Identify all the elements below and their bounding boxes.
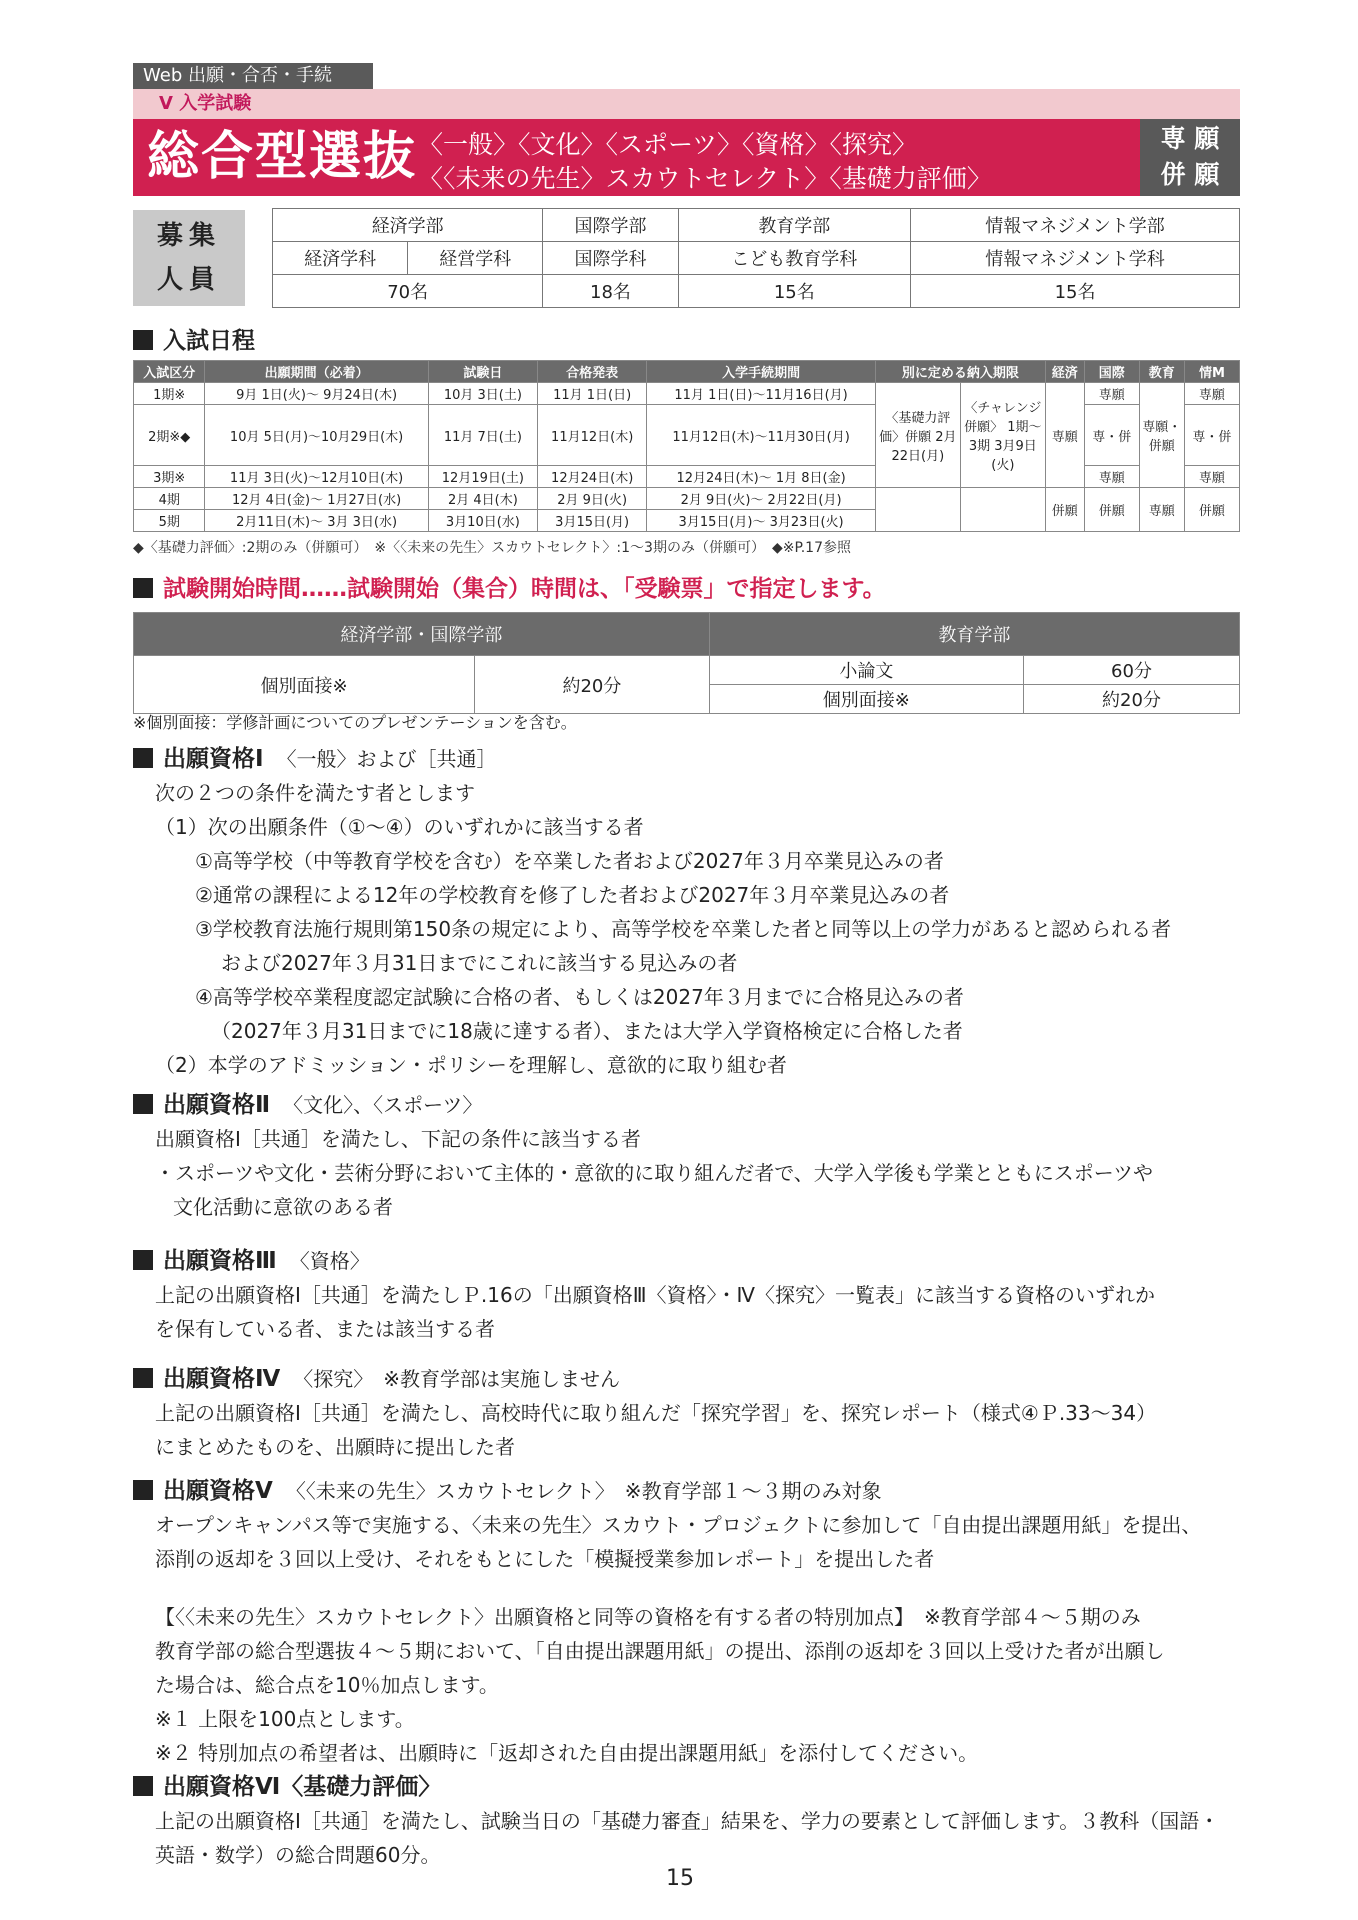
sch-cell: 4期	[134, 488, 205, 510]
q4-line: にまとめたものを、出願時に提出した者	[155, 1435, 515, 1459]
sch-cell: 3月10日(水)	[428, 510, 537, 532]
q1-line: （2）本学のアドミッション・ポリシーを理解し、意欲的に取り組む者	[155, 1053, 787, 1077]
special-line: ※１ 上限を100点とします。	[155, 1707, 415, 1731]
sch-cell	[875, 488, 960, 532]
dept-cell: 国際学科	[543, 242, 678, 275]
q3-line: 上記の出願資格Ⅰ［共通］を満たしＰ.16の「出願資格Ⅲ〈資格〉・Ⅳ〈探究〉一覧表」に該当する資格のいずれか	[155, 1283, 1155, 1307]
schedule-footnote: ◆〈基礎力評価〉:2期のみ（併願可） ※〈〈未来の先生〉スカウトセレクト〉:1～3期のみ（併願可） ◆※P.17参照	[133, 540, 851, 556]
time-header: 経済学部・国際学部	[134, 613, 710, 656]
sch-cell: 10月 5日(月)～10月29日(木)	[205, 405, 428, 466]
page-number: 15	[666, 1866, 694, 1891]
q4-line: 上記の出願資格Ⅰ［共通］を満たし、高校時代に取り組んだ「探究学習」を、探究レポート（様式④Ｐ.33～34）	[155, 1401, 1157, 1425]
sch-header: 入試区分	[134, 361, 205, 383]
q2-title: 出願資格Ⅱ	[163, 1092, 271, 1118]
sch-cell: 併願	[1184, 488, 1239, 532]
q1-line: ②通常の課程による12年の学校教育を修了した者および2027年３月卒業見込みの者	[195, 883, 950, 907]
q1-line: （2027年３月31日までに18歳に達する者）、または大学入学資格検定に合格した者	[211, 1019, 963, 1043]
sch-cell: 12月 4日(金)～ 1月27日(水)	[205, 488, 428, 510]
sch-cell: 3期※	[134, 466, 205, 488]
sch-cell: 専願	[1084, 466, 1139, 488]
q3-line: を保有している者、または該当する者	[155, 1317, 495, 1341]
square-bullet-icon	[133, 1094, 153, 1114]
deadline-kiso: 〈基礎力評価〉併願 2月22日(月)	[875, 383, 960, 488]
q2-line: 出願資格Ⅰ［共通］を満たし、下記の条件に該当する者	[155, 1127, 641, 1151]
sch-cell: 2期※◆	[134, 405, 205, 466]
badge-heigan: 併 願	[1160, 160, 1220, 189]
title-categories-1: 〈一般〉〈文化〉〈スポーツ〉〈資格〉〈探究〉	[418, 130, 918, 159]
special-line: た場合は、総合点を10％加点します。	[155, 1673, 499, 1697]
faculty-cell: 教育学部	[678, 209, 911, 242]
q5-line: オープンキャンパス等で実施する、〈未来の先生〉スカウト・プロジェクトに参加して「自由提出課題用紙」を提出、	[155, 1513, 1202, 1537]
q1-line: ①高等学校（中等教育学校を含む）を卒業した者および2027年３月卒業見込みの者	[195, 849, 944, 873]
q1-line: および2027年３月31日までにこれに該当する見込みの者	[221, 951, 738, 975]
special-line: ※２ 特別加点の希望者は、出願時に「返却された自由提出課題用紙」を添付してください。	[155, 1741, 979, 1765]
q2-line: 文化活動に意欲のある者	[173, 1195, 393, 1219]
badge-senngan: 専 願	[1160, 124, 1220, 153]
sch-header: 経済	[1045, 361, 1084, 383]
time-cell: 個別面接※	[709, 685, 1023, 714]
qualification-1	[133, 742, 1240, 1082]
sch-cell: 3月15日(月)～ 3月23日(火)	[647, 510, 876, 532]
q1-sub: 〈一般〉および［共通］	[286, 747, 497, 771]
deadline-challenge: 〈チャレンジ併願〉 1期～3期 3月9日(火)	[960, 383, 1045, 488]
sch-header: 出願期間（必着）	[205, 361, 428, 383]
section-tag: Web 出願・合否・手続	[133, 63, 373, 89]
sch-cell: 専願	[1045, 383, 1084, 488]
sch-cell: 12月24日(木)～ 1月 8日(金)	[647, 466, 876, 488]
q1-title: 出願資格Ⅰ	[163, 746, 264, 772]
sch-cell: 3月15日(月)	[538, 510, 647, 532]
q5-sub: 〈〈未来の先生〉スカウトセレクト〉 ※教育学部１～３期のみ対象	[295, 1479, 882, 1503]
q4-sub: 〈探究〉 ※教育学部は実施しません	[303, 1367, 621, 1391]
sch-cell: 12月19日(土)	[428, 466, 537, 488]
sch-cell: 専願	[1184, 383, 1239, 405]
q1-line: ④高等学校卒業程度認定試験に合格の者、もしくは2027年３月までに合格見込みの者	[195, 985, 964, 1009]
sch-cell: 11月12日(木)～11月30日(月)	[647, 405, 876, 466]
qualification-6	[133, 1770, 1240, 1872]
time-cell: 約20分	[1024, 685, 1240, 714]
time-cell: 個別面接※	[134, 656, 475, 714]
dept-cell: 経営学科	[408, 242, 543, 275]
special-bonus	[155, 1600, 1240, 1770]
count-cell: 15名	[678, 275, 911, 308]
sch-cell	[960, 488, 1045, 532]
q1-line: 次の２つの条件を満たす者とします	[155, 781, 475, 805]
sch-cell: 5期	[134, 510, 205, 532]
sch-cell: 2月 4日(木)	[428, 488, 537, 510]
title-banner	[133, 119, 1140, 196]
time-table	[133, 612, 1240, 714]
sch-cell: 専願	[1139, 488, 1184, 532]
sch-cell: 10月 3日(土)	[428, 383, 537, 405]
sch-cell: 専願	[1184, 466, 1239, 488]
square-bullet-icon	[133, 1480, 153, 1500]
count-cell: 18名	[543, 275, 678, 308]
schedule-table	[133, 360, 1240, 532]
time-cell: 約20分	[475, 656, 709, 714]
square-bullet-icon	[133, 1368, 153, 1388]
sch-cell: 12月24日(木)	[538, 466, 647, 488]
sch-cell: 併願	[1084, 488, 1139, 532]
sch-header: 教育	[1139, 361, 1184, 383]
sch-cell: 11月 1日(日)	[538, 383, 647, 405]
time-cell: 小論文	[709, 656, 1023, 685]
application-type-badge	[1140, 119, 1240, 196]
count-cell: 70名	[273, 275, 543, 308]
sch-cell: 11月 7日(土)	[428, 405, 537, 466]
special-line: 教育学部の総合型選抜４～５期において、「自由提出課題用紙」の提出、添削の返却を３回以上受けた者が出願し	[155, 1639, 1165, 1663]
sch-cell: 2月 9日(火)～ 2月22日(月)	[647, 488, 876, 510]
sch-cell: 11月 1日(日)～11月16日(月)	[647, 383, 876, 405]
qualification-5	[133, 1474, 1240, 1576]
qualification-3	[133, 1244, 1240, 1346]
time-heading	[133, 570, 886, 603]
sch-header: 国際	[1084, 361, 1139, 383]
sch-cell: 11月 3日(火)～12月10日(木)	[205, 466, 428, 488]
sch-header: 試験日	[428, 361, 537, 383]
q5-title: 出願資格Ⅴ	[163, 1478, 273, 1504]
q6-line: 上記の出願資格Ⅰ［共通］を満たし、試験当日の「基礎力審査」結果を、学力の要素として評価します。３教科（国語・	[155, 1809, 1220, 1833]
square-bullet-icon	[133, 578, 153, 598]
q1-line: ③学校教育法施行規則第150条の規定により、高等学校を卒業した者と同等以上の学力があると認められる者	[195, 917, 1172, 941]
q3-title: 出願資格Ⅲ	[163, 1248, 277, 1274]
sch-cell: 11月12日(木)	[538, 405, 647, 466]
square-bullet-icon	[133, 1776, 153, 1796]
dept-cell: 経済学科	[273, 242, 408, 275]
faculty-cell: 国際学部	[543, 209, 678, 242]
qualification-4	[133, 1362, 1240, 1464]
sch-cell: 併願	[1045, 488, 1084, 532]
square-bullet-icon	[133, 1250, 153, 1270]
sch-header: 入学手続期間	[647, 361, 876, 383]
square-bullet-icon	[133, 330, 153, 350]
sch-cell: 専・併	[1084, 405, 1139, 466]
capacity-label	[133, 210, 245, 306]
sch-header: 情M	[1184, 361, 1239, 383]
special-line: 【〈〈未来の先生〉スカウトセレクト〉出願資格と同等の資格を有する者の特別加点】 ※教育学部４～５期のみ	[155, 1605, 1141, 1629]
capacity-label-2: 人員	[156, 265, 221, 295]
q6-title: 出願資格Ⅵ〈基礎力評価〉	[163, 1774, 442, 1800]
sch-header: 合格発表	[538, 361, 647, 383]
time-cell: 60分	[1024, 656, 1240, 685]
title-categories-2: 〈〈未来の先生〉スカウトセレクト〉〈基礎力評価〉	[418, 164, 992, 193]
time-note: ※個別面接：学修計画についてのプレゼンテーションを含む。	[133, 713, 577, 732]
sch-cell: 2月 9日(火)	[538, 488, 647, 510]
schedule-heading-text: 入試日程	[163, 328, 255, 354]
page-title: 総合型選抜	[147, 126, 418, 187]
capacity-table	[272, 208, 1240, 308]
q4-title: 出願資格Ⅳ	[163, 1366, 281, 1392]
q2-line: ・スポーツや文化・芸術分野において主体的・意欲的に取り組んだ者で、大学入学後も学業とともにスポーツや	[155, 1161, 1153, 1185]
qualification-2	[133, 1088, 1240, 1224]
sch-cell: 専願	[1084, 383, 1139, 405]
q6-line: 英語・数学）の総合問題60分。	[155, 1843, 441, 1867]
q2-sub: 〈文化〉、〈スポーツ〉	[293, 1093, 483, 1117]
capacity-label-1: 募集	[156, 221, 221, 251]
q3-sub: 〈資格〉	[299, 1249, 370, 1273]
q1-line: （1）次の出願条件（①～④）のいずれかに該当する者	[155, 815, 644, 839]
sch-cell: 1期※	[134, 383, 205, 405]
q5-line: 添削の返却を３回以上受け、それをもとにした「模擬授業参加レポート」を提出した者	[155, 1547, 935, 1571]
sch-header: 別に定める納入期限	[875, 361, 1045, 383]
count-cell: 15名	[911, 275, 1240, 308]
square-bullet-icon	[133, 748, 153, 768]
faculty-cell: 情報マネジメント学部	[911, 209, 1240, 242]
sch-cell: 2月11日(木)～ 3月 3日(水)	[205, 510, 428, 532]
sch-cell: 専願・併願	[1139, 383, 1184, 488]
schedule-heading	[133, 322, 255, 355]
time-heading-text: 試験開始時間……試験開始（集合）時間は、「受験票」で指定します。	[163, 576, 886, 602]
dept-cell: 情報マネジメント学科	[911, 242, 1240, 275]
sch-cell: 専・併	[1184, 405, 1239, 466]
faculty-cell: 経済学部	[273, 209, 543, 242]
time-header: 教育学部	[709, 613, 1239, 656]
dept-cell: こども教育学科	[678, 242, 911, 275]
section-subtitle: Ⅴ 入学試験	[133, 89, 1240, 119]
sch-cell: 9月 1日(火)～ 9月24日(木)	[205, 383, 428, 405]
